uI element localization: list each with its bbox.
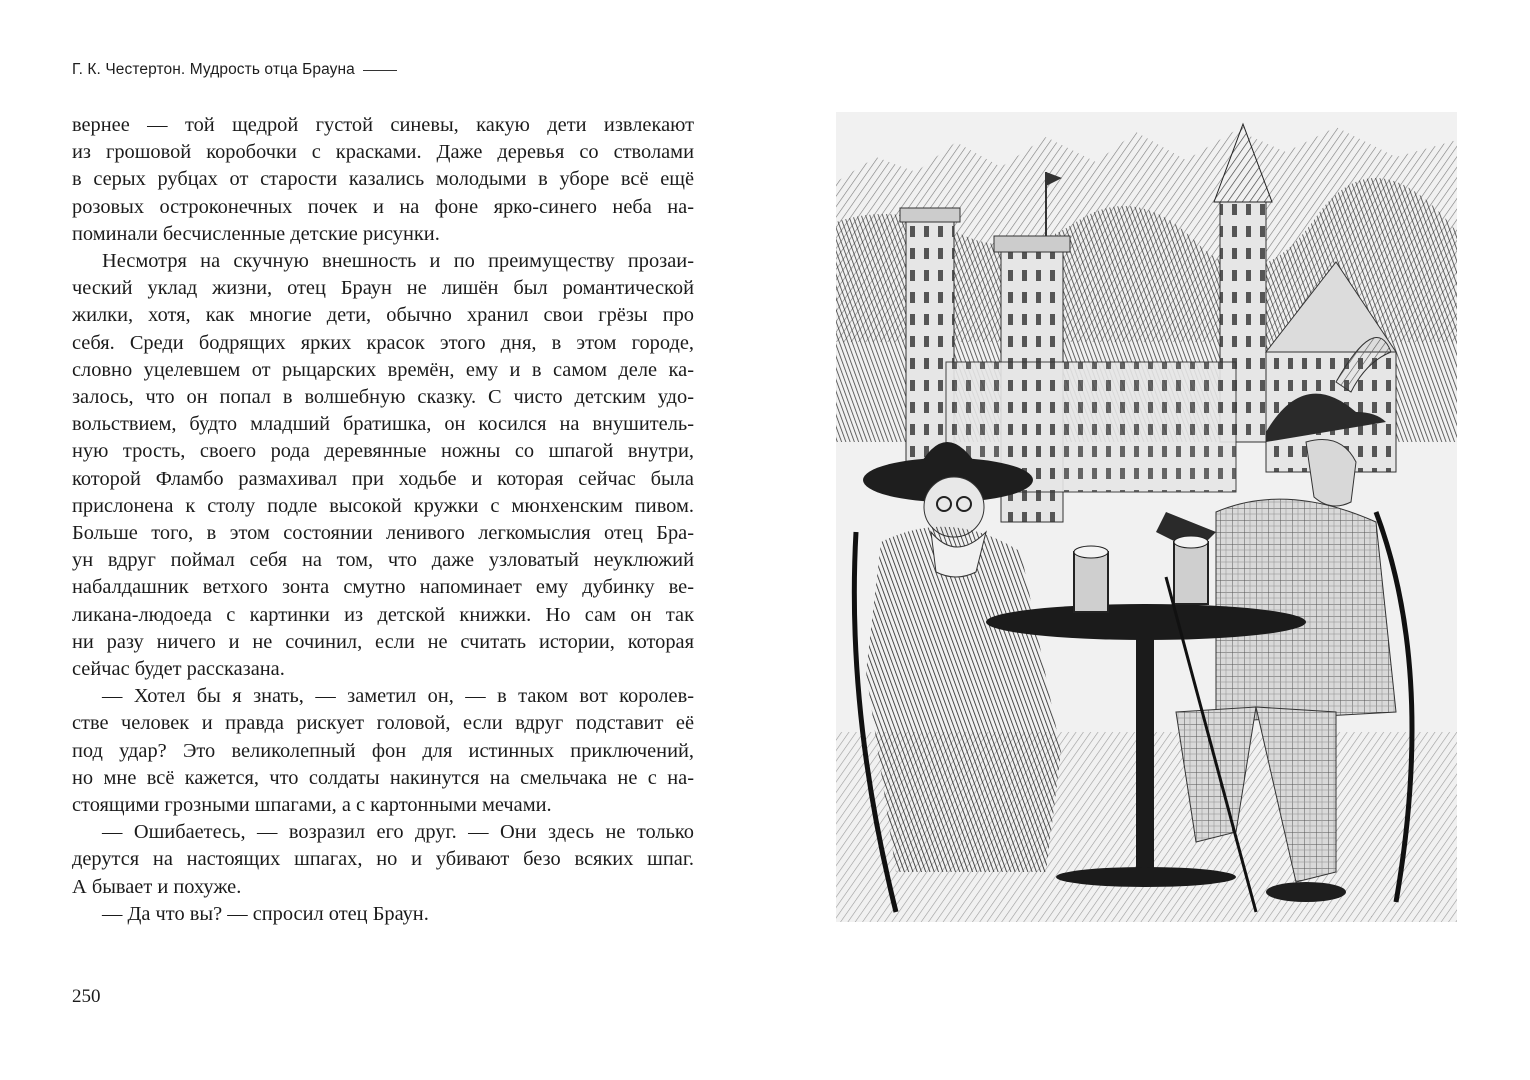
text-line: залось, что он попал в волшебную сказку. С чисто детским удо- [72, 386, 694, 409]
text-line: себя. Среди бодрящих ярких красок этого дня, в этом городе, [72, 331, 694, 354]
paragraph-1 [72, 112, 694, 248]
text-line: под удар? Это великолепный фон для истинных приключений, [72, 739, 694, 762]
running-head-text: Г. К. Честертон. Мудрость отца Брауна [72, 61, 355, 78]
text-line: но мне всё кажется, что солдаты накинутся на смельчака не с на- [72, 766, 694, 789]
text-line: розовых остроконечных почек и на фоне ярко-синего неба на- [72, 195, 694, 218]
running-head-rule [363, 70, 397, 71]
text-line: стоящими грозными шпагами, а с картонными мечами. [72, 794, 552, 817]
text-line: вернее — той щедрой густой синевы, какую дети извлекают [72, 114, 694, 136]
paragraph-2 [72, 248, 694, 683]
text-line: которой Фламбо размахивал при ходьбе и которая сейчас была [72, 467, 694, 490]
text-line: вольствием, будто младший братишка, он косился на внушитель- [72, 413, 694, 436]
text-line: сейчас будет рассказана. [72, 658, 285, 681]
text-line: стве человек и правда рискует головой, если вдруг подставит её [72, 712, 694, 735]
text-line: ликана-людоеда с картинки из детской книжки. Но сам он так [72, 603, 694, 626]
paragraph-4 [72, 819, 694, 901]
text-line: — Хотел бы я знать, — заметил он, — в таком вот королев- [102, 685, 694, 708]
body-text [72, 112, 694, 928]
text-line: прислонена к столу подле высокой кружки с мюнхенским пивом. [72, 494, 694, 517]
text-line: в серых рубцах от старости казались молодыми в уборе всё ещё [72, 168, 694, 191]
text-line: дерутся на настоящих шпагах, но и убивают безо всяких шпаг. [72, 848, 694, 871]
text-line: из грошовой коробочки с красками. Даже деревья со стволами [72, 141, 694, 164]
text-line: жилки, хотя, как многие дети, обычно хранил свои грёзы про [72, 304, 694, 327]
text-line: — Да что вы? — спросил отец Браун. [102, 902, 429, 925]
page-number: 250 [72, 986, 101, 1007]
running-head [72, 61, 397, 79]
text-line: ун вдруг поймал себя на том, что даже узловатый неуклюжий [72, 549, 694, 572]
text-line: набалдашник ветхого зонта смутно напоминает ему дубинку ве- [72, 576, 694, 599]
text-line: словно уцелевшем от рыцарских времён, ему и в самом деле ка- [72, 358, 694, 381]
paragraph-3 [72, 683, 694, 819]
pencil-illustration-castle-cafe-icon [836, 112, 1457, 922]
text-line: — Ошибаетесь, — возразил его друг. — Они здесь не только [102, 821, 694, 844]
paragraph-5 [72, 901, 694, 928]
text-line: А бывает и похуже. [72, 875, 242, 898]
text-line: ни разу ничего и не сочинил, если не считать истории, которая [72, 630, 694, 653]
text-line: Больше того, в этом состоянии ленивого легкомыслия отец Бра- [72, 522, 694, 545]
text-line: поминали бесчисленные детские рисунки. [72, 222, 440, 245]
text-line: ную трость, своего рода деревянные ножны со шпагой внутри, [72, 440, 694, 463]
text-line: Несмотря на скучную внешность и по преимуществу прозаи- [102, 250, 694, 273]
text-line: ческий уклад жизни, отец Браун не лишён был романтической [72, 277, 694, 300]
